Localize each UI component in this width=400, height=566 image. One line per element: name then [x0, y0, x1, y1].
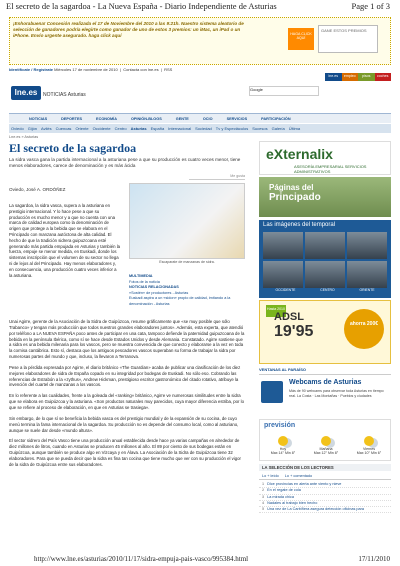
menu-item-economia[interactable]: ECONOMÍA — [96, 116, 117, 121]
identity-bar: Identifícate / Regístrate Miércoles 17 de noviembre de 2010 | Contacta con lne.es | RSS — [9, 67, 173, 72]
related-link[interactable]: «Sostén» de productores - Asturias — [129, 290, 189, 295]
paginas-principado-ad[interactable] — [259, 177, 391, 217]
webcam-icon — [261, 381, 283, 403]
readers-list — [259, 482, 391, 513]
menu-item-ocio[interactable]: OCIO — [202, 116, 213, 121]
forecast-temp: Max 14° Min 8° — [270, 451, 296, 455]
photos-link[interactable]: Fotos de la noticia — [129, 279, 160, 284]
webcams-promo[interactable] — [259, 377, 391, 417]
related-heading: NOTICIAS RELACIONADAS — [129, 285, 179, 289]
menu-item-servicios[interactable]: SERVICIOS — [226, 116, 248, 121]
login-link[interactable]: Identifícate / Regístrate — [9, 67, 54, 72]
menu-item-gente[interactable]: GENTE — [175, 116, 189, 121]
classifieds-tab-pisos[interactable]: pisos — [358, 73, 375, 81]
classifieds-tab-coches[interactable]: coches — [375, 73, 392, 81]
print-header — [0, 0, 400, 12]
related-box — [129, 274, 245, 307]
region-label[interactable]: ORIENTE — [359, 288, 375, 292]
contact-link[interactable]: Contacta con lne.es — [123, 67, 159, 72]
adsl-ad[interactable] — [259, 300, 391, 364]
storm-thumbnails — [263, 232, 387, 288]
list-item-title[interactable]: En el regate de cola — [267, 488, 301, 493]
webcams-description: Más de 90 webcams para observar toda Asturias en tiempo real. La Costa · Las Montañas · Pueblos y ciudades — [289, 389, 384, 398]
tab-most-read[interactable]: Lo + leído — [262, 474, 279, 478]
forecast-temp: Max 10° Min 6° — [356, 451, 382, 455]
multimedia-heading: MULTIMEDIA — [129, 274, 153, 278]
submenu-item[interactable]: Centro — [114, 126, 127, 131]
promo-button[interactable]: HAGA CLICK AQUÍ — [288, 28, 314, 50]
forecast-day-label: Hoy — [279, 447, 287, 451]
article-paragraph: Pese a la pérdida expresada por Agirre, el diario británico «The Guardian» acaba de publicar una clasificación de los diez mejores elaboradores de sidra de España copado en su integridad por bodegas de Euskadi. No sólo eso. Cobrando las referencias de Estrabón a la «zythus», Andrew Hickman, prestigioso escritor gastronómico del citado rotativo, atribuye la invención del cuartel de manzanas a los vascos. — [9, 364, 241, 388]
current-date: Miércoles 17 de noviembre de 2010 — [54, 67, 118, 72]
readers-tabs — [259, 473, 391, 480]
classifieds-bar — [325, 73, 391, 81]
principado-label: Principado — [269, 192, 321, 203]
forecast-day-label: Viernes — [362, 447, 376, 451]
list-item[interactable]: 1 Dlce provincias en alerta ante viento y nieve — [259, 482, 391, 488]
list-item-title[interactable]: Nadales al trabajo bien hecho — [267, 500, 318, 505]
forecast-day — [307, 436, 345, 458]
storm-thumbnail[interactable] — [263, 261, 303, 288]
ad-adsl: ADSL — [274, 311, 304, 323]
search-input[interactable]: Google — [249, 86, 319, 96]
article-paragraph: En lo referente a las cualidades, frente a la goleada del «ranking» británico, Agirre ve numerosas similitudes entre la sidra que se elabora en Guipúzcoa y la asturiana. «Son productos naturales muy parecidos, cuya mayor diferencia estriba, por lo que se refiere al proceso de elaboración, en que en Asturias se trasiega». — [9, 393, 245, 410]
submenu-item[interactable]: Gijón — [27, 126, 38, 131]
submenu-item[interactable]: Oriente — [75, 126, 89, 131]
storm-gallery[interactable] — [259, 220, 391, 298]
region-label[interactable]: CENTRO — [320, 288, 335, 292]
classifieds-tab-lne[interactable]: lne.es — [325, 73, 342, 81]
ad-badge: Hasta 2010 — [266, 305, 286, 317]
cloud-sun-icon — [278, 436, 288, 446]
breadcrumb[interactable]: Lne.es » Asturias — [9, 135, 39, 139]
list-item[interactable]: 4 Nadales al trabajo bien hecho — [259, 501, 391, 507]
main-menu — [9, 113, 391, 123]
promo-banner[interactable] — [9, 17, 391, 65]
submenu-item[interactable]: Avilés — [41, 126, 52, 131]
list-item[interactable]: 2 En el regate de cola — [259, 488, 391, 494]
ad-price: 19'95 — [274, 323, 314, 340]
readers-selection — [259, 464, 391, 566]
submenu-item[interactable]: Sociedad — [195, 126, 212, 131]
print-date: 17/11/2010 — [358, 555, 390, 563]
submenu-item-active[interactable]: Asturias — [130, 126, 147, 131]
readers-heading: LA SELECCIÓN DE LOS LECTORES — [259, 464, 391, 471]
storm-thumbnail[interactable] — [305, 232, 345, 259]
submenu-item[interactable]: Occidente — [92, 126, 111, 131]
submenu-item[interactable]: Oviedo — [11, 126, 24, 131]
promo-text: ¡Enhorabuena! Concesión realizada el 17 de Noviembre del 2010 a las 9:21h. Nuestro sistema aleatorio de selección de ganadores podría elegirte como ganador de uno de estos 3 premios: un iMac, un iPad o un iPhone. Envío urgente asegurado. haga click aquí — [13, 21, 244, 38]
article-paragraph: El sector sidrero del País Vasco tiene una producción anual establecida desde hace ya varias campañas en alrededor de diez millones de litros, cuando en Asturias se producen 45 millones al año. El 89 por ciento de sus bodegas están en Guipúzcoa, aunque también se produce algo en Vizcaya y en Álava. La Asociación de la Sidra de Guipúzcoa tiene 32 elaboradores. Para que se pueda decir que la sidra es fina tan cocina que tiene mucho que ver con su producción el vigor de la sidra de Guipúzcoa entre sus elaboradores. — [9, 438, 241, 467]
submenu-item[interactable]: Tv y Espectáculos — [215, 126, 249, 131]
submenu-item[interactable]: Cuencas — [55, 126, 72, 131]
article-body — [9, 319, 245, 473]
rss-link[interactable]: RSS — [164, 67, 173, 72]
ventanas-heading: VENTANAS AL PARAÍSO — [259, 367, 391, 375]
externalix-tagline: ASESORÍA EMPRESARIAL SERVICIOS ADMINISTRATIVOS — [294, 164, 367, 174]
storm-gallery-title: Las imágenes del temporal — [263, 222, 336, 228]
submenu-item[interactable]: España — [150, 126, 165, 131]
menu-item-participacion[interactable]: PARTICIPACIÓN — [261, 116, 291, 121]
article-paragraph: Sin embargo, de lo que sí se beneficia la bebida vasca es del prestigio mundial y de la expansión de su cocina, de cuyo menú termina la fama internacional de la sagardoa. Su producción no es depende del consumo local, como al asturiano, aunque se suele dar desde «mundo altura». — [9, 415, 239, 433]
print-url: http://www.lne.es/asturias/2010/11/17/sidra-empuja-pais-vasco/995384.html — [34, 555, 249, 563]
forecast-day — [350, 436, 388, 458]
promo-box: GANE ESTOS PREMIOS — [318, 25, 378, 53]
article-title: El secreto de la sagardoa — [9, 141, 137, 155]
photo-caption: Escaparate de manzanas de sidra. — [159, 260, 215, 264]
region-label[interactable]: OCCIDENTE — [275, 288, 296, 292]
menu-item-noticias[interactable]: NOTICIAS — [29, 116, 48, 121]
submenu-item[interactable]: Última — [288, 126, 301, 131]
webcams-title[interactable]: Webcams de Asturias — [289, 379, 362, 386]
menu-item-opinion[interactable]: OPINIÓN-BLOGS — [130, 116, 162, 121]
list-item-title[interactable]: Una vez de La Carbiñera asegura detección oficinas para — [267, 507, 365, 512]
sub-menu — [9, 124, 391, 133]
paginas-label: Páginas del — [269, 183, 314, 192]
site-logo[interactable]: lne.es — [11, 86, 41, 100]
storm-region-labels — [263, 288, 387, 292]
weather-forecast — [259, 419, 391, 461]
submenu-item[interactable]: Sucesos — [252, 126, 268, 131]
list-item[interactable]: 3 La mirada chica — [259, 495, 391, 501]
externalix-logo: eXternalix — [266, 146, 333, 162]
forecast-day-label: Mañana — [319, 447, 333, 451]
article-paragraph: Unai Agirre, gerente de la Asociación de la Sidra de Guipúzcoa, resume gráficamente que «se muy posible que sólo Trabanco» y tengan más producción que todos nuestros grandes elaboradores juntos». Además, esta experta, que atendió por teléfono a LA NUEVA ESPAÑA poco antes de participar en una cata, tampoco defiende la paternidad guipuzcoana de la bebida en la península Ibérica, como sí se hace desde Estados Unidos y desde Alemania. Constatado. Agirre sostiene que a sidra es una bebida milenaria para los vascos, pero se muestra convencida de que conecto y elaborarse a la vez en toda la cornisa cantábrica. Esto sí, destaca que los antiguos pescadores vascos superaban su forma de trabajar la sidra por numerosas partes del mundo y que, incluso, la llevaron a Terranova. — [9, 319, 245, 360]
externalix-ad[interactable] — [259, 141, 391, 175]
classifieds-tab-empleo[interactable]: empleo — [342, 73, 359, 81]
section-title: NOTICIAS Asturias — [43, 92, 86, 98]
list-item[interactable]: 5 Una vez de La Carbiñera asegura detección oficinas para — [259, 507, 391, 513]
list-item-title[interactable]: La mirada chica — [267, 494, 294, 499]
like-button[interactable]: Me gusta — [189, 174, 245, 180]
article-photo[interactable] — [129, 183, 245, 259]
storm-thumbnail[interactable] — [347, 261, 387, 288]
article-subtitle: La sidra vasca gana la partida internacional a la asturiana pese a que su producción es cuatro veces menor, tiene menos elaboradores, carece de denominación y es más ácida — [9, 157, 241, 168]
forecast-title: previsión — [264, 422, 296, 429]
cloud-sun-icon — [364, 436, 374, 446]
forecast-temp: Max 12° Min 8° — [313, 451, 339, 455]
cloud-sun-icon — [321, 436, 331, 446]
forecast-day — [264, 436, 302, 458]
related-link[interactable]: Euskadi aspira a un «sidon» propio de calidad, imitando a la denominación - Asturias — [129, 296, 231, 306]
submenu-item[interactable]: Galería — [271, 126, 285, 131]
storm-thumbnail[interactable] — [305, 261, 345, 288]
site-header — [9, 84, 391, 114]
tab-most-commented[interactable]: Lo + comentado — [284, 474, 313, 478]
print-title: El secreto de la sagardoa - La Nueva España - Diario Independiente de Asturias — [6, 1, 277, 11]
web-page — [9, 17, 391, 553]
submenu-item[interactable]: Internacional — [168, 126, 192, 131]
menu-item-deportes[interactable]: DEPORTES — [61, 116, 83, 121]
ad-savings-circle: ahorra 200€ — [344, 309, 384, 349]
storm-thumbnail[interactable] — [263, 232, 303, 259]
forecast-days — [264, 436, 388, 458]
article-author: Oviedo, José A. ORDÓÑEZ — [9, 187, 66, 192]
print-footer — [0, 554, 400, 566]
storm-thumbnail[interactable] — [347, 232, 387, 259]
list-item-title[interactable]: Dlce provincias en alerta ante viento y nieve — [267, 482, 342, 486]
article-lead: La sagardoa, la sidra vasca, supera a la asturiana en prestigio internacional. Y lo hace pese a que su producción es mucho menor y a que no cuenta con una marca de calidad europea como la denominación de origen que protege a la bebida que se elabora en el Principado con manzana autóctona de alta calidad. El hecho de que la tradición sidrera guipuzcoana esté generando más partida empujada en Asturias y también la fuerza, empuje se menor medida, en Euskadi, donde los sistemas inscripción que el volumen de su sector no llega ni de lejos al del Principado. Hay menos elaboradores y, en consecuencia, una producción cuatro veces inferior a la asturiana. — [9, 203, 121, 278]
print-page-number: Page 1 of 3 — [351, 1, 390, 11]
